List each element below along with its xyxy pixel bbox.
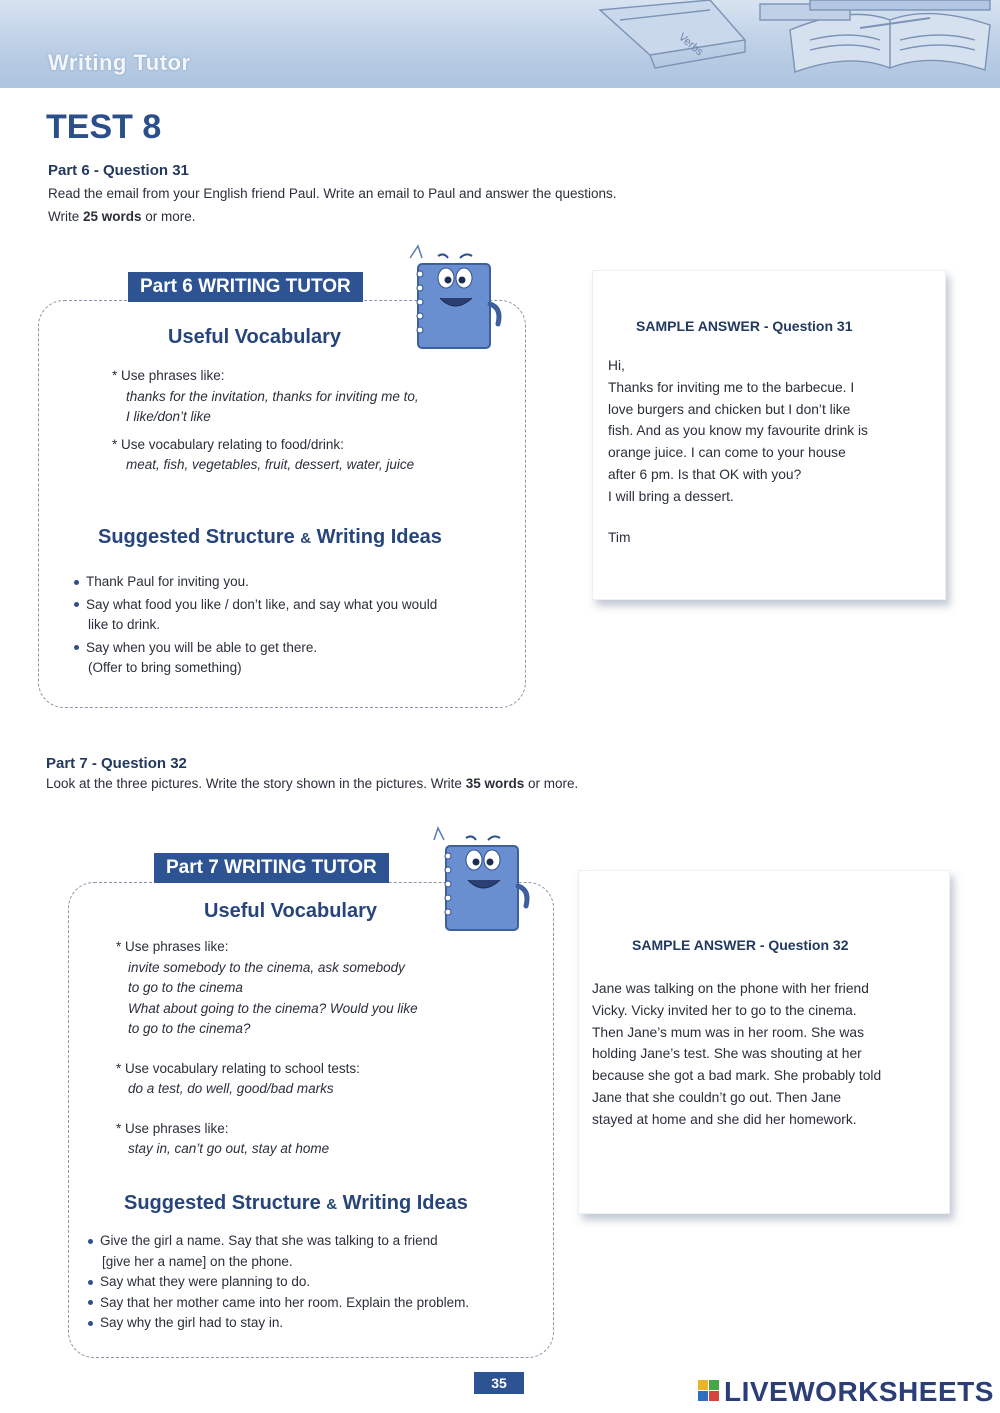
books-illustration bbox=[560, 0, 1000, 88]
sample-line: Vicky. Vicky invited her to go to the cinema. bbox=[592, 1002, 857, 1018]
sample-line: Jane that she couldn’t go out. Then Jane bbox=[592, 1089, 842, 1105]
bullet-icon bbox=[88, 1321, 93, 1326]
idea-text: Thank Paul for inviting you. bbox=[86, 574, 249, 589]
sample-line: orange juice. I can come to your house bbox=[608, 445, 846, 461]
idea-text: Say that her mother came into her room. Explain the problem. bbox=[100, 1294, 470, 1310]
part7-structure-title bbox=[124, 1192, 468, 1215]
page-number: 35 bbox=[474, 1372, 524, 1394]
structure-title-a: Suggested Structure bbox=[98, 526, 295, 548]
part6-heading: Part 6 - Question 31 bbox=[48, 162, 189, 179]
sample-line: love burgers and chicken but I don’t like bbox=[608, 401, 851, 417]
vocab-lead: Use phrases like: bbox=[125, 939, 229, 954]
vocab-example: stay in, can’t go out, stay at home bbox=[128, 1141, 330, 1156]
liveworksheets-logo-icon bbox=[698, 1380, 720, 1402]
part6-sample-text bbox=[608, 355, 938, 548]
bullet-icon bbox=[74, 602, 79, 607]
sample-line: stayed at home and she did her homework. bbox=[592, 1111, 857, 1127]
instruction-prefix: Look at the three pictures. Write the story shown in the pictures. Write bbox=[46, 776, 466, 791]
part7-vocab-list bbox=[116, 937, 536, 1160]
vocab-lead: Use phrases like: bbox=[121, 368, 225, 383]
vocab-example: to go to the cinema bbox=[128, 980, 243, 995]
notebook-mascot-icon bbox=[398, 244, 510, 354]
structure-title-b: Writing Ideas bbox=[342, 1192, 468, 1214]
brand-name: LIVEWORKSHEETS bbox=[724, 1376, 994, 1407]
sample-line: Then Jane’s mum was in her room. She was bbox=[592, 1024, 864, 1040]
vocab-lead: Use vocabulary relating to food/drink: bbox=[121, 436, 344, 452]
idea-text: Say when you will be able to get there. bbox=[86, 639, 318, 655]
part6-ideas-list bbox=[74, 572, 514, 679]
sample-line: holding Jane’s test. She was shouting at her bbox=[592, 1046, 862, 1062]
sample-signature: Tim bbox=[608, 529, 631, 545]
idea-item bbox=[88, 1293, 548, 1314]
idea-text: Give the girl a name. Say that she was talking to a friend bbox=[100, 1233, 438, 1248]
vocab-example: I like/don’t like bbox=[126, 409, 211, 424]
vocab-example: meat, fish, vegetables, fruit, dessert, water, juice bbox=[126, 457, 415, 472]
idea-text: Say what they were planning to do. bbox=[100, 1274, 311, 1289]
bullet-icon bbox=[88, 1239, 93, 1244]
vocab-lead: Use vocabulary relating to school tests: bbox=[125, 1060, 360, 1076]
word-count: 25 words bbox=[83, 209, 142, 224]
vocab-item: * Use phrases like: bbox=[116, 939, 229, 954]
idea-item bbox=[88, 1272, 548, 1293]
vocab-example: invite somebody to the cinema, ask somebody bbox=[128, 959, 405, 975]
part7-instruction bbox=[46, 776, 578, 791]
part6-structure-title bbox=[98, 526, 442, 549]
part6-word-requirement bbox=[48, 209, 196, 224]
sample-line: I will bring a dessert. bbox=[608, 488, 734, 504]
part7-sample-text bbox=[592, 978, 942, 1131]
sample-line: fish. And as you know my favourite drink is bbox=[608, 423, 868, 439]
part6-vocab-list bbox=[112, 366, 512, 476]
sample-line: Thanks for inviting me to the barbecue. I bbox=[608, 379, 855, 395]
part7-tutor-label: Part 7 WRITING TUTOR bbox=[154, 853, 389, 883]
instruction-suffix: or more. bbox=[141, 209, 196, 224]
sample-line: Hi, bbox=[608, 358, 625, 373]
idea-item bbox=[74, 638, 514, 659]
sample-line: after 6 pm. Is that OK with you? bbox=[608, 466, 802, 482]
vocab-example: to go to the cinema? bbox=[128, 1021, 251, 1036]
part6-instruction: Read the email from your English friend Paul. Write an email to Paul and answer the questions. bbox=[48, 186, 617, 201]
instruction-prefix: Write bbox=[48, 209, 84, 224]
word-count: 35 words bbox=[465, 776, 525, 791]
idea-item bbox=[88, 1313, 548, 1334]
vocab-example: thanks for the invitation, thanks for inviting me to, bbox=[126, 388, 419, 404]
part6-sample-title: SAMPLE ANSWER - Question 31 bbox=[636, 318, 853, 334]
bullet-icon bbox=[88, 1280, 93, 1285]
structure-title-a: Suggested Structure bbox=[124, 1192, 321, 1214]
idea-item bbox=[74, 595, 514, 616]
idea-text: Say why the girl had to stay in. bbox=[100, 1315, 284, 1330]
vocab-item: * Use vocabulary relating to food/drink: bbox=[112, 436, 344, 452]
vocab-item: * Use vocabulary relating to school tests: bbox=[116, 1060, 360, 1076]
vocab-example: do a test, do well, good/bad marks bbox=[128, 1081, 334, 1096]
part7-ideas-list bbox=[88, 1231, 548, 1334]
page-title: TEST 8 bbox=[46, 108, 162, 146]
vocab-item: * Use phrases like: bbox=[112, 368, 225, 383]
sample-line: because she got a bad mark. She probably told bbox=[592, 1068, 882, 1084]
instruction-suffix: or more. bbox=[524, 776, 579, 791]
part7-heading: Part 7 - Question 32 bbox=[46, 755, 187, 772]
banner-title: Writing Tutor bbox=[48, 50, 191, 75]
bullet-icon bbox=[74, 645, 79, 650]
part6-tutor-label: Part 6 WRITING TUTOR bbox=[128, 272, 363, 302]
bullet-icon bbox=[74, 580, 79, 585]
vocab-item: * Use phrases like: bbox=[116, 1120, 229, 1136]
idea-item bbox=[88, 1231, 548, 1252]
vocab-lead: Use phrases like: bbox=[125, 1120, 229, 1136]
ampersand: & bbox=[300, 530, 312, 547]
part7-sample-title: SAMPLE ANSWER - Question 32 bbox=[632, 937, 849, 953]
part6-vocab-title: Useful Vocabulary bbox=[168, 326, 342, 348]
idea-continuation: like to drink. bbox=[88, 617, 161, 632]
idea-continuation: [give her a name] on the phone. bbox=[102, 1253, 293, 1269]
notebook-mascot-icon bbox=[426, 826, 538, 936]
part7-vocab-title: Useful Vocabulary bbox=[204, 900, 378, 922]
sample-line: Jane was talking on the phone with her friend bbox=[592, 981, 869, 996]
idea-item bbox=[74, 572, 514, 593]
ampersand: & bbox=[326, 1196, 338, 1213]
idea-text: Say what food you like / don’t like, and say what you would bbox=[86, 596, 438, 612]
idea-continuation: (Offer to bring something) bbox=[88, 660, 242, 675]
bullet-icon bbox=[88, 1300, 93, 1305]
book-label: Verbs bbox=[676, 31, 706, 59]
structure-title-b: Writing Ideas bbox=[316, 526, 442, 548]
vocab-example: What about going to the cinema? Would you like bbox=[128, 1000, 418, 1016]
